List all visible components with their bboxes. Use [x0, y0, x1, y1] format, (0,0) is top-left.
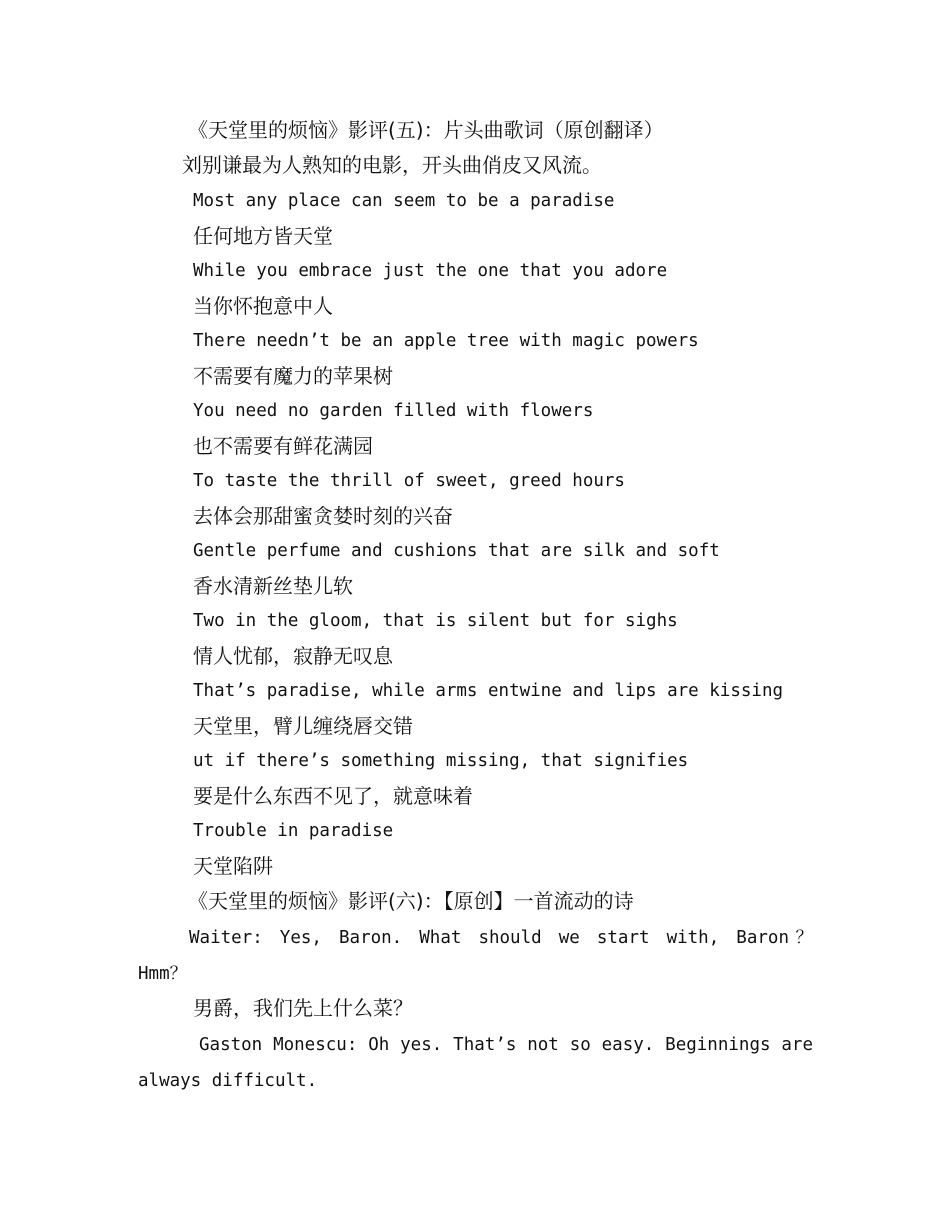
section-6-title: 《天堂里的烦恼》影评(六)：【原创】一首流动的诗 — [188, 889, 634, 913]
lyric-line: 去体会那甜蜜贪婪时刻的兴奋 — [193, 504, 453, 528]
lyric-line: 不需要有魔力的苹果树 — [193, 364, 393, 388]
lyric-line: 任何地方皆天堂 — [193, 224, 333, 248]
dialogue-paragraph: Waiter: Yes, Baron. What should we start with, Baron？ Hmm？ — [138, 928, 813, 984]
lyric-line: 要是什么东西不见了，就意味着 — [193, 784, 473, 808]
lyric-line: Trouble in paradise — [193, 821, 394, 841]
lyric-line: While you embrace just the one that you adore — [193, 261, 668, 281]
dialogue-translation: 男爵，我们先上什么菜？ — [193, 996, 413, 1020]
lyric-line: Most any place can seem to be a paradise — [193, 191, 615, 211]
lyric-line: ut if there’s something missing, that signifies — [193, 751, 689, 771]
lyric-line: You need no garden filled with flowers — [193, 401, 594, 421]
section-5-title: 《天堂里的烦恼》影评(五)：片头曲歌词（原创翻译） — [188, 118, 664, 142]
lyric-line: 香水清新丝垫儿软 — [193, 574, 353, 598]
dialogue-paragraph: Gaston Monescu: Oh yes. That’s not so easy. Beginnings are always difficult. — [138, 1035, 813, 1091]
lyric-line: 天堂里，臂儿缠绕唇交错 — [193, 714, 413, 738]
lyric-line: 情人忧郁，寂静无叹息 — [193, 644, 393, 668]
lyric-line: 也不需要有鲜花满园 — [193, 434, 373, 458]
lyric-line: There needn’t be an apple tree with magic powers — [193, 331, 699, 351]
lyric-line: To taste the thrill of sweet, greed hours — [193, 471, 625, 491]
lyric-line: 当你怀抱意中人 — [193, 294, 333, 318]
lyric-line: Gentle perfume and cushions that are silk and soft — [193, 541, 720, 561]
lyric-line: That’s paradise, while arms entwine and lips are kissing — [193, 681, 784, 701]
intro-line: 刘别谦最为人熟知的电影，开头曲俏皮又风流。 — [182, 153, 602, 177]
lyric-line: Two in the gloom, that is silent but for sighs — [193, 611, 678, 631]
lyric-line: 天堂陷阱 — [193, 854, 273, 878]
